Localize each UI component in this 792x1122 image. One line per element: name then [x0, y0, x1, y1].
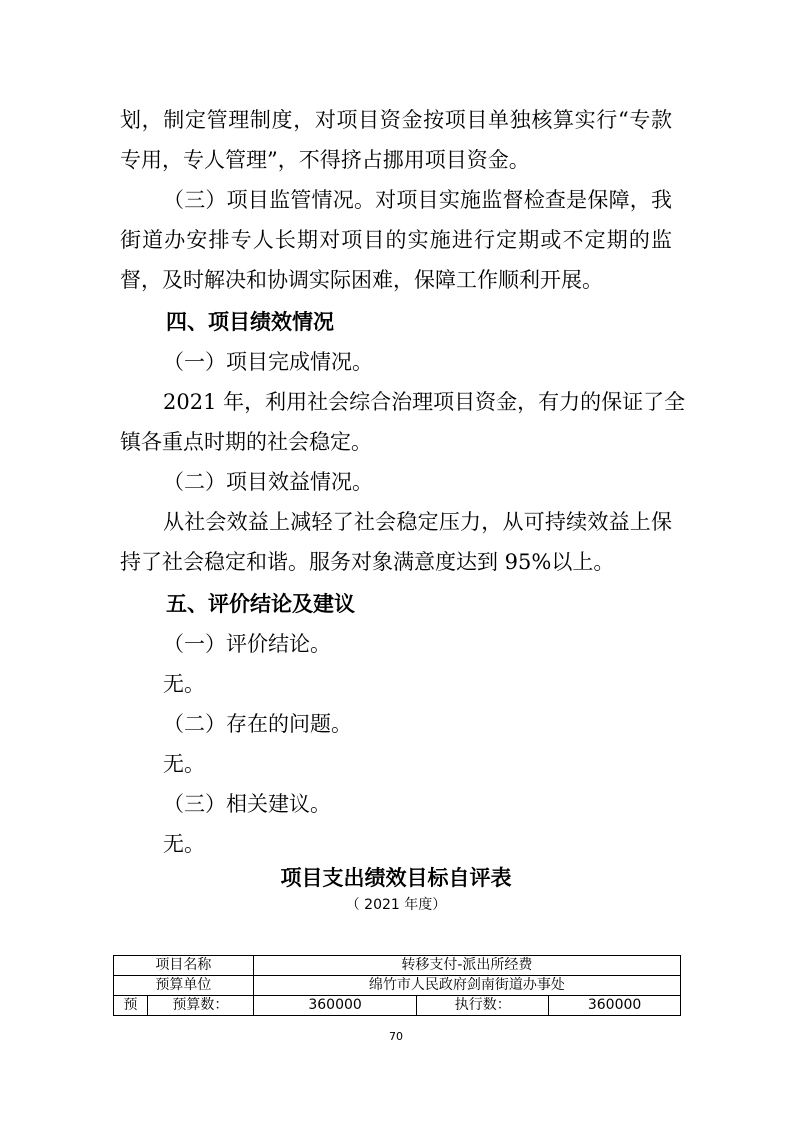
paragraph-line: （三）项目监管情况。对项目实施监督检查是保障，我	[163, 188, 672, 212]
paragraph-line: 无。	[163, 672, 205, 696]
paragraph-line: 持了社会稳定和谐。服务对象满意度达到 95%以上。	[120, 550, 615, 574]
table-subtitle: （ 2021 年度）	[345, 897, 447, 913]
paragraph-line: 无。	[163, 832, 205, 856]
budget-amount-label: 预算数：	[147, 996, 253, 1016]
table-row	[114, 976, 681, 996]
paragraph-line: 督，及时解决和协调实际困难，保障工作顺利开展。	[120, 268, 603, 292]
page-number: 70	[389, 1030, 403, 1043]
table-row	[114, 956, 681, 976]
paragraph-line: 从社会效益上减轻了社会稳定压力，从可持续效益上保	[163, 510, 672, 534]
paragraph-line: 无。	[163, 752, 205, 776]
paragraph-line: 专用，专人管理”，不得挤占挪用项目资金。	[120, 148, 530, 172]
row-header-cell: 预	[114, 996, 148, 1016]
self-evaluation-table	[113, 955, 681, 1016]
project-name-label: 项目名称	[114, 956, 254, 976]
section-heading: 四、项目绩效情况	[166, 310, 334, 334]
subsection-heading: （三）相关建议。	[163, 792, 331, 816]
table-title: 项目支出绩效目标自评表	[280, 866, 512, 890]
budget-unit-label: 预算单位	[114, 976, 254, 996]
paragraph-line: 镇各重点时期的社会稳定。	[120, 430, 372, 454]
executed-amount-value: 360000	[549, 996, 681, 1016]
subsection-heading: （一）项目完成情况。	[163, 350, 373, 374]
section-heading: 五、评价结论及建议	[166, 592, 355, 616]
subsection-heading: （二）存在的问题。	[163, 712, 352, 736]
budget-unit-value: 绵竹市人民政府剑南街道办事处	[253, 976, 680, 996]
budget-amount-value: 360000	[253, 996, 417, 1016]
subsection-heading: （一）评价结论。	[163, 632, 331, 656]
executed-amount-label: 执行数：	[417, 996, 549, 1016]
subsection-heading: （二）项目效益情况。	[163, 470, 373, 494]
table-row	[114, 996, 681, 1016]
project-name-value: 转移支付-派出所经费	[253, 956, 680, 976]
paragraph-line: 划，制定管理制度，对项目资金按项目单独核算实行“专款	[120, 108, 672, 132]
paragraph-line: 街道办安排专人长期对项目的实施进行定期或不定期的监	[120, 228, 672, 252]
paragraph-line: 2021 年，利用社会综合治理项目资金，有力的保证了全	[163, 390, 686, 414]
